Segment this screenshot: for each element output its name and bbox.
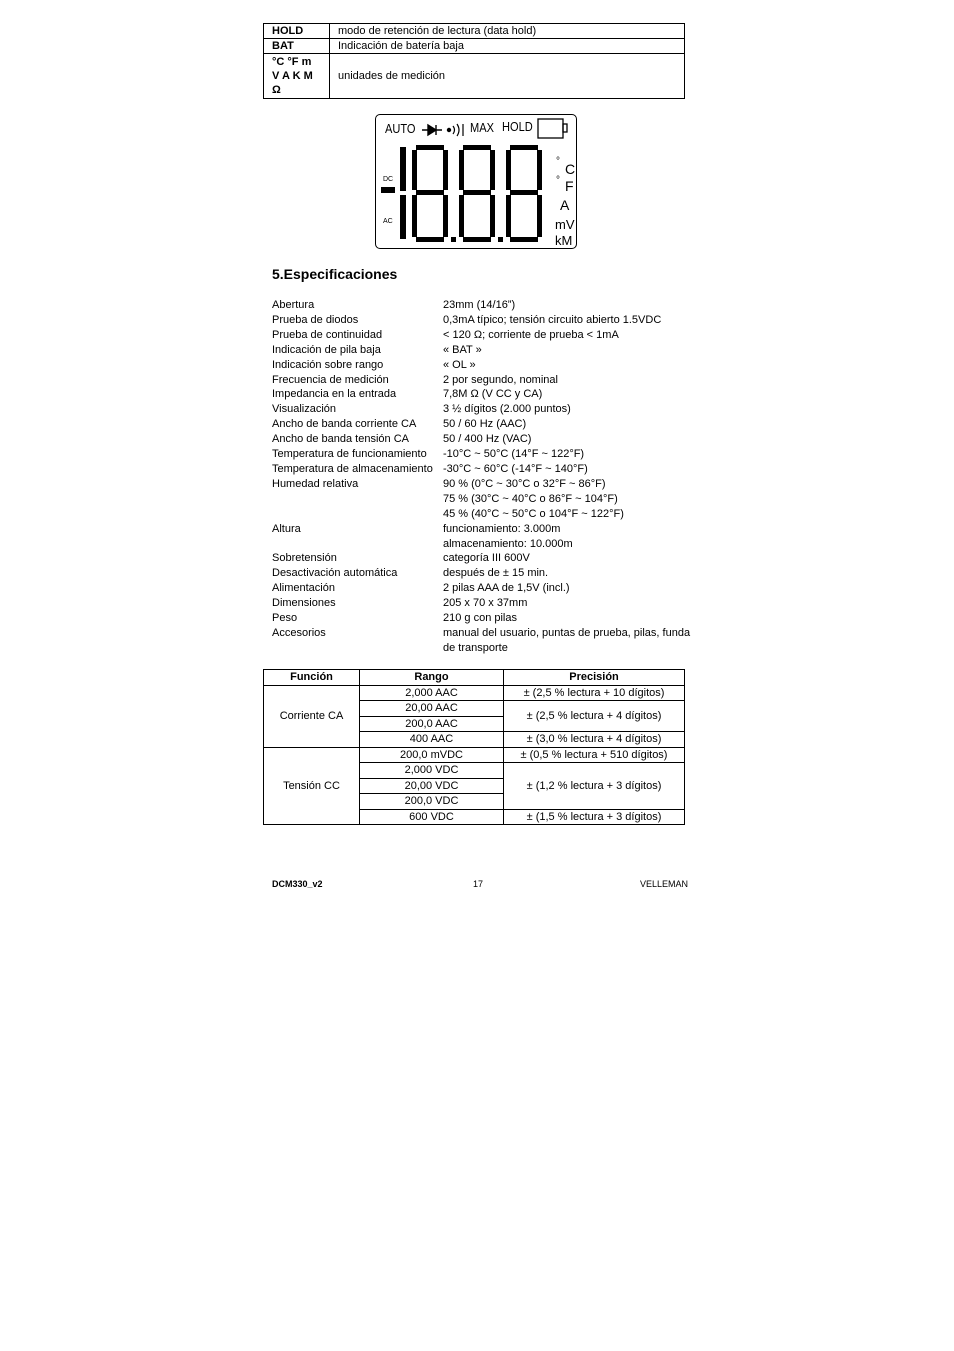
- spec-value: [443, 343, 692, 358]
- spec-value: [443, 313, 692, 328]
- spec-row: [272, 313, 692, 328]
- spec-row: [272, 551, 692, 566]
- precision-cell: ± (0,5 % lectura + 510 dígitos): [504, 747, 685, 763]
- spec-value-line: 50 / 400 Hz (VAC): [443, 433, 532, 446]
- lcd-degree-symbol: °: [556, 156, 560, 167]
- lcd-auto-label: AUTO: [385, 121, 416, 136]
- spec-label: Indicación de pila baja: [272, 343, 381, 356]
- spec-value-line: 90 % (0°C ~ 30°C o 32°F ~ 86°F): [443, 477, 606, 490]
- spec-value-line: -30°C ~ 60°C (-14°F ~ 140°F): [443, 462, 588, 475]
- lcd-decimal-point: [451, 237, 456, 242]
- spec-value-line: 2 por segundo, nominal: [443, 373, 558, 386]
- spec-row: [272, 477, 692, 522]
- symbol-table: [263, 23, 685, 99]
- symbol-row-units: [264, 54, 685, 99]
- table-row: [264, 747, 685, 763]
- range-cell: 20,00 VDC: [360, 778, 504, 794]
- spec-label: Abertura: [272, 299, 315, 311]
- lcd-unit-mv: mV: [555, 217, 575, 232]
- spec-value-line: almacenamiento: 10.000m: [443, 537, 573, 550]
- precision-cell: ± (1,2 % lectura + 3 dígitos): [504, 763, 685, 810]
- lcd-ac-label: AC: [383, 218, 393, 225]
- spec-value-line: categoría III 600V: [443, 552, 530, 565]
- spec-value-line: manual del usuario, puntas de prueba, pilas, funda: [443, 626, 691, 639]
- spec-value-line: 23mm (14/16”): [443, 299, 516, 311]
- lcd-graphics: [376, 115, 578, 250]
- precision-cell: ± (2,5 % lectura + 10 dígitos): [504, 685, 685, 701]
- spec-value: [443, 373, 692, 388]
- spec-value-line: « OL »: [443, 358, 476, 371]
- footer-brand: VELLEMAN: [640, 879, 689, 889]
- spec-value: [443, 566, 692, 581]
- accuracy-table: [263, 669, 685, 825]
- lcd-display-illustration: [375, 114, 577, 249]
- spec-value-line: 210 g con pilas: [443, 612, 517, 625]
- range-cell: 200,0 VDC: [360, 794, 504, 810]
- spec-value-line: 3 ½ dígitos (2.000 puntos): [443, 403, 571, 416]
- spec-label: Frecuencia de medición: [272, 373, 389, 386]
- spec-value: [443, 522, 692, 552]
- lcd-hold-label: HOLD: [502, 119, 533, 134]
- diode-icon: [422, 125, 442, 135]
- spec-value-line: después de ± 15 min.: [443, 567, 549, 580]
- symbol-desc: Indicación de batería baja: [330, 39, 685, 54]
- spec-value: [443, 462, 692, 477]
- spec-value: [443, 596, 692, 611]
- specifications-list: [272, 298, 692, 656]
- spec-row: [272, 626, 692, 656]
- spec-value-line: 0,3mA típico; tensión circuito abierto 1.5VDC: [443, 313, 662, 326]
- continuity-beeper-icon: [447, 124, 463, 136]
- battery-icon: [538, 119, 567, 138]
- symbol-key-line: V A K M: [272, 70, 313, 82]
- spec-label: Accesorios: [272, 626, 326, 639]
- lcd-digit-1: [400, 147, 406, 239]
- header-precision: Precisión: [504, 670, 685, 686]
- spec-label: Impedancia en la entrada: [272, 388, 397, 401]
- spec-value: [443, 626, 692, 656]
- spec-row: [272, 417, 692, 432]
- spec-row: [272, 581, 692, 596]
- lcd-digit-8: [412, 145, 448, 242]
- spec-label: Ancho de banda corriente CA: [272, 418, 417, 431]
- lcd-decimal-point: [498, 237, 503, 242]
- precision-cell: ± (3,0 % lectura + 4 dígitos): [504, 732, 685, 748]
- spec-value: [443, 417, 692, 432]
- spec-label: Indicación sobre rango: [272, 358, 384, 371]
- spec-label: Prueba de diodos: [272, 313, 359, 326]
- section-title: 5.Especificaciones: [272, 266, 398, 282]
- spec-value-line: 2 pilas AAA de 1,5V (incl.): [443, 582, 570, 595]
- precision-cell: ± (1,5 % lectura + 3 dígitos): [504, 809, 685, 825]
- table-row: [264, 685, 685, 701]
- range-cell: 600 VDC: [360, 809, 504, 825]
- spec-value: [443, 477, 692, 522]
- lcd-unit-a: A: [560, 197, 570, 213]
- range-cell: 20,00 AAC: [360, 701, 504, 717]
- spec-value: [443, 581, 692, 596]
- symbol-key: HOLD: [264, 24, 330, 39]
- spec-row: [272, 402, 692, 417]
- spec-value: [443, 611, 692, 626]
- footer-page-number: 17: [473, 879, 484, 889]
- function-cell: Corriente CA: [264, 685, 360, 747]
- range-cell: 400 AAC: [360, 732, 504, 748]
- lcd-digit-8: [506, 145, 542, 242]
- spec-value: [443, 447, 692, 462]
- lcd-unit-c: C: [565, 161, 576, 177]
- symbol-key-line: °C °F m: [272, 56, 312, 68]
- spec-value: [443, 551, 692, 566]
- spec-label: Ancho de banda tensión CA: [272, 433, 409, 446]
- spec-row: [272, 387, 692, 402]
- spec-label: Visualización: [272, 403, 337, 416]
- spec-row: [272, 522, 692, 552]
- spec-value: [443, 298, 692, 313]
- spec-label: Prueba de continuidad: [272, 328, 383, 341]
- spec-row: [272, 343, 692, 358]
- symbol-row-hold: [264, 24, 685, 39]
- precision-cell: ± (2,5 % lectura + 4 dígitos): [504, 701, 685, 732]
- spec-label: Alimentación: [272, 582, 335, 595]
- spec-value: [443, 402, 692, 417]
- symbol-desc: modo de retención de lectura (data hold): [330, 24, 685, 39]
- lcd-minus-segment: [381, 187, 395, 193]
- lcd-digit-8: [459, 145, 495, 242]
- spec-value: [443, 387, 692, 402]
- footer-model: DCM330_v2: [272, 879, 323, 889]
- symbol-row-bat: [264, 39, 685, 54]
- spec-row: [272, 432, 692, 447]
- spec-value-line: de transporte: [443, 641, 508, 654]
- spec-label: Dimensiones: [272, 597, 336, 610]
- spec-row: [272, 373, 692, 388]
- header-function: Función: [264, 670, 360, 686]
- spec-value-line: funcionamiento: 3.000m: [443, 522, 561, 535]
- spec-label: Humedad relativa: [272, 477, 359, 490]
- range-cell: 200,0 mVDC: [360, 747, 504, 763]
- lcd-degree-symbol: °: [556, 175, 560, 186]
- spec-value: [443, 358, 692, 373]
- spec-row: [272, 358, 692, 373]
- spec-value-line: « BAT »: [443, 343, 482, 356]
- spec-value-line: -10°C ~ 50°C (14°F ~ 122°F): [443, 448, 585, 461]
- symbol-key: BAT: [264, 39, 330, 54]
- spec-value-line: < 120 Ω; corriente de prueba < 1mA: [443, 328, 619, 341]
- spec-row: [272, 298, 692, 313]
- spec-value-line: 50 / 60 Hz (AAC): [443, 418, 527, 431]
- symbol-desc: unidades de medición: [330, 54, 685, 99]
- spec-label: Sobretensión: [272, 552, 337, 565]
- spec-label: Temperatura de funcionamiento: [272, 448, 427, 461]
- spec-row: [272, 566, 692, 581]
- lcd-unit-f: F: [565, 178, 574, 194]
- range-cell: 2,000 VDC: [360, 763, 504, 779]
- symbol-key-line: Ω: [272, 84, 281, 96]
- header-range: Rango: [360, 670, 504, 686]
- spec-row: [272, 328, 692, 343]
- spec-value-line: 75 % (30°C ~ 40°C o 86°F ~ 104°F): [443, 492, 618, 505]
- spec-value: [443, 432, 692, 447]
- spec-row: [272, 611, 692, 626]
- spec-label: Temperatura de almacenamiento: [272, 462, 433, 475]
- symbol-key: [264, 54, 330, 99]
- accuracy-header-row: [264, 670, 685, 686]
- spec-row: [272, 462, 692, 477]
- range-cell: 2,000 AAC: [360, 685, 504, 701]
- spec-value-line: 7,8M Ω (V CC y CA): [443, 388, 543, 401]
- spec-row: [272, 447, 692, 462]
- lcd-max-label: MAX: [470, 120, 494, 135]
- function-cell: Tensión CC: [264, 747, 360, 825]
- lcd-unit-km: kM: [555, 233, 573, 248]
- spec-value-line: 45 % (40°C ~ 50°C o 104°F ~ 122°F): [443, 507, 624, 520]
- spec-value: [443, 328, 692, 343]
- spec-label: Desactivación automática: [272, 567, 398, 580]
- spec-value-line: 205 x 70 x 37mm: [443, 597, 528, 610]
- lcd-dc-label: DC: [383, 176, 394, 183]
- spec-label: Peso: [272, 612, 298, 625]
- spec-row: [272, 596, 692, 611]
- range-cell: 200,0 AAC: [360, 716, 504, 732]
- spec-label: Altura: [272, 522, 301, 535]
